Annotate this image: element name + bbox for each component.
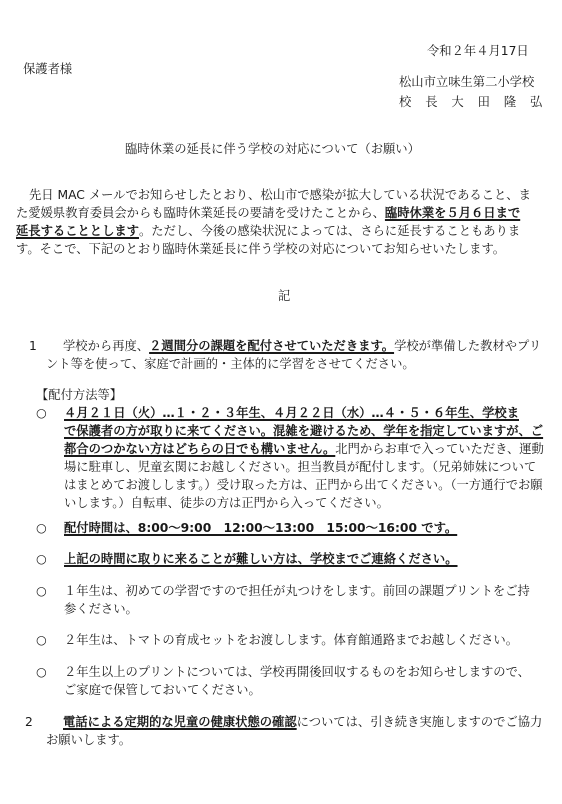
ki-heading: 記 — [278, 289, 291, 303]
item-2-line-1: 電話による定期的な児童の健康状態の確認については、引き続き実施しますのでご協力 — [63, 715, 543, 729]
item-2-emphasis: 電話による定期的な児童の健康状態の確認 — [63, 715, 297, 729]
document-date: 令和２年４月17日 — [427, 44, 529, 58]
document-title: 臨時休業の延長に伴う学校の対応について（お願い） — [125, 142, 420, 156]
intro-emphasis-1: 臨時休業を５月６日まで — [384, 206, 521, 220]
bullet-1-line-2: で保護者の方が取りに来てください。混雑を避けるため、学年を指定していますが、ご — [64, 424, 544, 438]
bullet-3-contact-note: 上記の時間に取りに来ることが難しい方は、学校までご連絡ください。 — [64, 552, 458, 566]
bullet-4-line-2: 参ください。 — [64, 602, 138, 616]
item-1-line-2: ント等を使って、家庭で計画的・主体的に学習をさせてください。 — [46, 357, 415, 371]
item-1-emphasis: ２週間分の課題を配付させていただきます。 — [149, 339, 395, 353]
intro-line-3: 延長することとします。ただし、今後の感染状況によっては、さらに延長することもありま — [16, 224, 521, 238]
bullet-circle-5: ○ — [36, 633, 47, 647]
bullet-6-line-1: ２年生以上のプリントについては、学校再開後回収するものをお知らせしますので、 — [64, 665, 530, 679]
recipient: 保護者様 — [23, 62, 73, 76]
item-2-number: 2 — [25, 715, 33, 729]
bullet-6-line-2: ご家庭で保管しておいてください。 — [64, 683, 261, 697]
bullet-circle-4: ○ — [36, 584, 47, 598]
item-1-number: 1 — [29, 339, 37, 353]
distribution-heading: 【配付方法等】 — [36, 388, 123, 402]
item-1-line-1: 学校から再度、２週間分の課題を配付させていただきます。学校が準備した教材やプリ — [63, 339, 542, 353]
bullet-circle-3: ○ — [36, 552, 47, 566]
intro-line-2: た愛媛県教育委員会からも臨時休業延長の要請を受けたことから、臨時休業を５月６日まで — [16, 206, 521, 220]
bullet-circle-2: ○ — [36, 521, 47, 535]
intro-line-4: す。そこで、下記のとおり臨時休業延長に伴う学校の対応についてお知らせいたします。 — [16, 242, 506, 256]
bullet-2-distribution-times: 配付時間は、8:00～9:00 12:00～13:00 15:00～16:00 です。 — [64, 521, 458, 535]
intro-emphasis-2: 延長することとします — [16, 224, 139, 238]
bullet-1-emphasis: 都合のつかない方はどちらの日でも構いません。 — [64, 442, 336, 456]
school-name: 松山市立味生第二小学校 — [399, 75, 535, 89]
bullet-1-line-6: いします。）自転車、徒歩の方は正門から入ってください。 — [64, 496, 389, 510]
intro-line-1: 先日 MAC メールでお知らせしたとおり、松山市で感染が拡大している状況であること、ま — [29, 188, 531, 202]
bullet-1-line-1: ４月２１日（火）…１・２・３年生、４月２２日（水）…４・５・６年生、学校ま — [64, 406, 519, 420]
bullet-1-line-5: はまとめてお渡しします。）受け取った方は、正門から出てください。（一方通行でお願 — [64, 478, 543, 492]
bullet-1-line-4: 場に駐車し、児童玄関にお越しください。担当教員が配付します。（兄弟姉妹について — [64, 460, 537, 474]
item-2-line-2: お願いします。 — [46, 733, 132, 747]
bullet-1-line-3: 都合のつかない方はどちらの日でも構いません。北門からお車で入っていただき、運動 — [64, 442, 544, 456]
bullet-5-line: ２年生は、トマトの育成セットをお渡しします。体育館通路までお越しください。 — [64, 633, 519, 647]
principal-name: 校 長 大 田 隆 弘 — [399, 95, 548, 109]
bullet-circle-6: ○ — [36, 665, 47, 679]
bullet-4-line-1: １年生は、初めての学習ですので担任が丸つけをします。前回の課題プリントをご持 — [64, 584, 530, 598]
bullet-circle-1: ○ — [36, 406, 47, 420]
